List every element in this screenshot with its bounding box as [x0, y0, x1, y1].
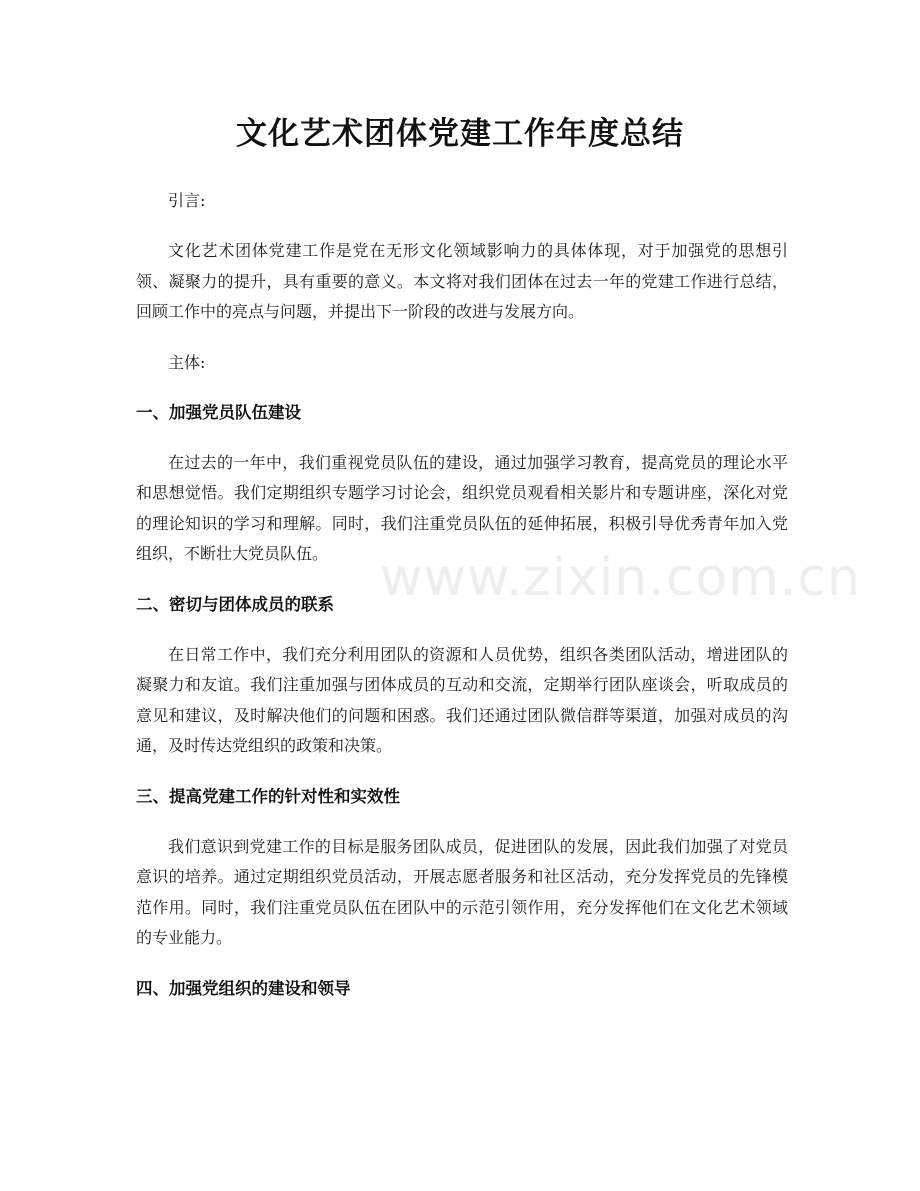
- section-paragraph-3: 我们意识到党建工作的目标是服务团队成员，促进团队的发展，因此我们加强了对党员意识的培养。通过定期组织党员活动，开展志愿者服务和社区活动，充分发挥党员的先锋模范作用。同时，我们注重党员队伍在团队中的示范引领作用，充分发挥他们在文化艺术领域的专业能力。: [136, 836, 788, 947]
- section-heading-4: 四、加强党组织的建设和领导: [136, 978, 351, 998]
- section-paragraph-2: 在日常工作中，我们充分利用团队的资源和人员优势，组织各类团队活动，增进团队的凝聚力和友谊。我们注重加强与团体成员的互动和交流，定期举行团队座谈会，听取成员的意见和建议，及时解决他们的问题和困惑。我们还通过团队微信群等渠道，加强对成员的沟通，及时传达党组织的政策和决策。: [136, 644, 788, 755]
- section-heading-2: 二、密切与团体成员的联系: [136, 594, 334, 614]
- body-label: 主体:: [168, 352, 206, 372]
- intro-paragraph: 文化艺术团体党建工作是党在无形文化领域影响力的具体体现，对于加强党的思想引领、凝聚力的提升，具有重要的意义。本文将对我们团体在过去一年的党建工作进行总结，回顾工作中的亮点与问题，并提出下一阶段的改进与发展方向。: [136, 241, 788, 321]
- document-title: 文化艺术团体党建工作年度总结: [236, 116, 684, 152]
- intro-label: 引言:: [168, 191, 206, 210]
- section-heading-3: 三、提高党建工作的针对性和实效性: [136, 786, 400, 806]
- document-body: [136, 186, 788, 1024]
- section-paragraph-1: 在过去的一年中，我们重视党员队伍的建设，通过加强学习教育，提高党员的理论水平和思想觉悟。我们定期组织专题学习讨论会，组织党员观看相关影片和专题讲座，深化对党的理论知识的学习和理解。同时，我们注重党员队伍的延伸拓展，积极引导优秀青年加入党组织，不断壮大党员队伍。: [136, 452, 788, 563]
- watermark: www.zixin.com.cn: [380, 548, 861, 608]
- section-heading-1: 一、加强党员队伍建设: [136, 402, 301, 422]
